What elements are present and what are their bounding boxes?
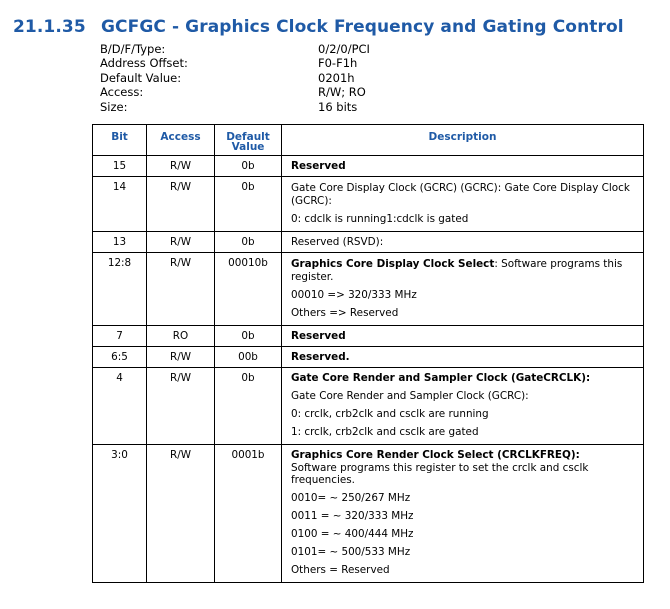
- description-line: 0101= ~ 500/533 MHz: [291, 546, 411, 558]
- cell-default: 0001b: [215, 445, 282, 583]
- cell-description: [282, 253, 644, 326]
- cell-default: 0b: [215, 368, 282, 445]
- description-line: Others => Reserved: [291, 307, 399, 319]
- cell-description: [282, 232, 644, 253]
- cell-access: R/W: [147, 253, 215, 326]
- table-row: [93, 177, 644, 232]
- table-row: [93, 326, 644, 347]
- cell-description: [282, 347, 644, 368]
- description-title-line: [291, 258, 637, 284]
- cell-bit: 12:8: [93, 253, 147, 326]
- cell-access: R/W: [147, 445, 215, 583]
- description-line: 1: crclk, crb2clk and csclk are gated: [291, 426, 479, 438]
- description-title: Graphics Core Render Clock Select (CRCLKFREQ):: [291, 449, 580, 461]
- description-title-rest: : Software programs this register.: [291, 258, 623, 283]
- cell-bit: 6:5: [93, 347, 147, 368]
- cell-bit: 15: [93, 156, 147, 177]
- info-row-size: [100, 100, 370, 114]
- info-label: Default Value:: [100, 70, 182, 85]
- info-row-offset: [100, 56, 370, 70]
- table-row: [93, 445, 644, 583]
- cell-description: [282, 368, 644, 445]
- description-line: 0011 = ~ 320/333 MHz: [291, 510, 414, 522]
- description-line: 00010 => 320/333 MHz: [291, 289, 417, 301]
- info-label: Address Offset:: [100, 56, 188, 71]
- description-title: Reserved: [291, 330, 346, 342]
- cell-description: [282, 445, 644, 583]
- cell-default: 0b: [215, 232, 282, 253]
- header-default-line1: Default: [226, 131, 270, 143]
- cell-access: R/W: [147, 156, 215, 177]
- cell-bit: 7: [93, 326, 147, 347]
- header-description: Description: [282, 125, 644, 156]
- table-header-row: [93, 125, 644, 156]
- description-title: Reserved: [291, 160, 346, 172]
- cell-bit: 4: [93, 368, 147, 445]
- cell-default: 0b: [215, 177, 282, 232]
- cell-default: 0b: [215, 156, 282, 177]
- register-info: [100, 42, 370, 114]
- cell-access: R/W: [147, 347, 215, 368]
- description-title: Gate Core Render and Sampler Clock (GateCRCLK):: [291, 372, 591, 384]
- description-line: 0010= ~ 250/267 MHz: [291, 492, 411, 504]
- info-value: 0/2/0/PCI: [318, 42, 370, 56]
- description-title: Reserved (RSVD):: [291, 236, 384, 248]
- table-row: [93, 347, 644, 368]
- info-row-default: [100, 71, 370, 85]
- description-subtitle: Software programs this register to set the crclk and csclk frequencies.: [291, 462, 589, 486]
- info-row-bdf: [100, 42, 370, 56]
- section-number: 21.1.35: [13, 17, 86, 37]
- description-title: Reserved.: [291, 351, 350, 363]
- info-value: F0-F1h: [318, 56, 358, 71]
- info-label: Size:: [100, 99, 128, 114]
- table-row: [93, 232, 644, 253]
- cell-default: 00010b: [215, 253, 282, 326]
- description-line: Others = Reserved: [291, 564, 390, 576]
- cell-bit: 14: [93, 177, 147, 232]
- description-title: Gate Core Display Clock (GCRC) (GCRC): Gate Core Display Clock (GCRC):: [291, 182, 630, 207]
- cell-default: 0b: [215, 326, 282, 347]
- table-row: [93, 253, 644, 326]
- info-label: Access:: [100, 85, 144, 100]
- section-title: GCFGC - Graphics Clock Frequency and Gating Control: [101, 17, 624, 37]
- table-row: [93, 156, 644, 177]
- description-line: Gate Core Render and Sampler Clock (GCRC):: [291, 390, 529, 402]
- cell-access: R/W: [147, 232, 215, 253]
- cell-default: 00b: [215, 347, 282, 368]
- description-line: 0100 = ~ 400/444 MHz: [291, 528, 414, 540]
- info-value: R/W; RO: [318, 85, 366, 100]
- info-value: 0201h: [318, 70, 355, 85]
- description-line: 0: crclk, crb2clk and csclk are running: [291, 408, 489, 420]
- section-heading: [13, 17, 624, 37]
- register-table: [92, 124, 644, 583]
- description-title: Graphics Core Display Clock Select: [291, 258, 495, 270]
- table-row: [93, 368, 644, 445]
- info-value: 16 bits: [318, 99, 358, 114]
- description-line: 0: cdclk is running1:cdclk is gated: [291, 213, 469, 225]
- cell-description: [282, 326, 644, 347]
- cell-access: R/W: [147, 368, 215, 445]
- cell-description: [282, 156, 644, 177]
- cell-bit: 3:0: [93, 445, 147, 583]
- cell-access: R/W: [147, 177, 215, 232]
- cell-bit: 13: [93, 232, 147, 253]
- header-bit: Bit: [93, 125, 147, 156]
- info-label: B/D/F/Type:: [100, 42, 166, 56]
- header-default-line2: Value: [231, 141, 265, 153]
- header-access: Access: [147, 125, 215, 156]
- cell-description: [282, 177, 644, 232]
- cell-access: RO: [147, 326, 215, 347]
- info-row-access: [100, 85, 370, 99]
- header-default: [215, 125, 282, 156]
